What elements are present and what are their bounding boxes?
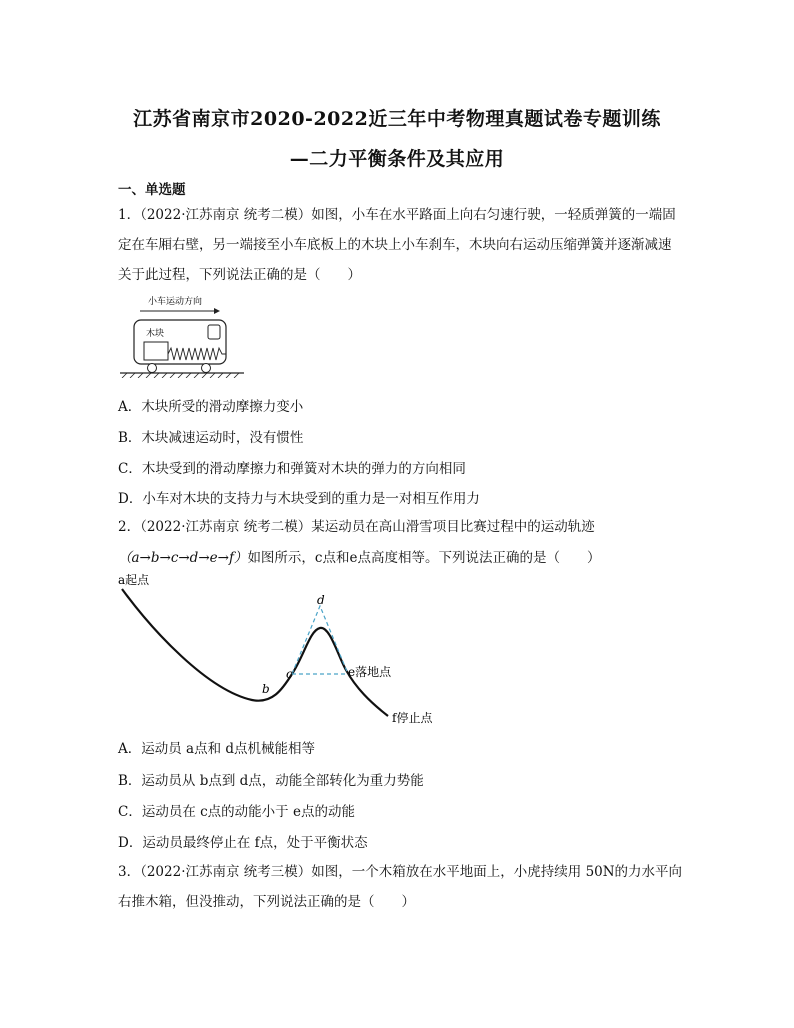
label-c: c bbox=[286, 667, 293, 681]
d-point-dashed-lines bbox=[292, 606, 348, 674]
ground-hatching bbox=[122, 373, 239, 378]
q2-stem-line-1: 2．（2022·江苏南京 统考二模）某运动员在高山滑雪项目比赛过程中的运动轨迹 bbox=[118, 519, 595, 535]
label-b: b bbox=[262, 682, 270, 696]
cart-wheel-left bbox=[148, 364, 157, 373]
q1-stem-line-1: 1．（2022·江苏南京 统考二模）如图，小车在水平路面上向右匀速行驶，一轻质弹簧的一端固 bbox=[118, 207, 676, 223]
direction-label: 小车运动方向 bbox=[148, 297, 203, 307]
q1-stem-line-3: 关于此过程，下列说法正确的是（ ） bbox=[118, 267, 361, 283]
q2-option-d[interactable]: D．运动员最终停止在 f点，处于平衡状态 bbox=[118, 835, 368, 851]
trajectory-curve bbox=[122, 589, 388, 716]
q3-stem-line-2: 右推木箱，但没推动，下列说法正确的是（ ） bbox=[118, 894, 415, 910]
cart-window bbox=[208, 325, 220, 339]
q1-option-c[interactable]: C．木块受到的滑动摩擦力和弹簧对木块的弹力的方向相同 bbox=[118, 461, 466, 477]
q2-figure-ski-trajectory bbox=[112, 570, 462, 730]
q1-option-b[interactable]: B．木块减速运动时，没有惯性 bbox=[118, 430, 304, 446]
q1-option-a[interactable]: A．木块所受的滑动摩擦力变小 bbox=[118, 399, 304, 415]
spring bbox=[168, 348, 226, 360]
q1-figure-cart bbox=[116, 292, 246, 378]
q1-stem-line-2: 定在车厢右壁，另一端接至小车底板上的木块上小车刹车，木块向右运动压缩弹簧并逐渐减速 bbox=[118, 237, 672, 253]
q3-stem-line-1: 3．（2022·江苏南京 统考三模）如图，一个木箱放在水平地面上，小虎持续用 50N的力水平向 bbox=[118, 864, 683, 880]
label-e: e落地点 bbox=[348, 665, 392, 679]
wooden-block bbox=[144, 342, 168, 360]
direction-arrowhead bbox=[214, 308, 220, 314]
q2-stem-line-2 bbox=[118, 546, 601, 566]
label-f: f停止点 bbox=[392, 711, 433, 725]
q2-option-c[interactable]: C．运动员在 c点的动能小于 e点的动能 bbox=[118, 804, 355, 820]
q2-trajectory-path: （a→b→c→d→e→f） bbox=[118, 550, 248, 566]
block-label: 木块 bbox=[146, 329, 165, 339]
document-title-line-2: —二力平衡条件及其应用 bbox=[289, 148, 505, 170]
section-heading: 一、单选题 bbox=[118, 182, 186, 198]
label-a: a起点 bbox=[118, 573, 150, 587]
q2-option-a[interactable]: A．运动员 a点和 d点机械能相等 bbox=[118, 741, 316, 757]
cart-wheel-right bbox=[202, 364, 211, 373]
q2-stem-line-2-text: 如图所示，c点和e点高度相等。下列说法正确的是（ ） bbox=[247, 550, 601, 566]
label-d: d bbox=[317, 593, 325, 607]
q2-option-b[interactable]: B．运动员从 b点到 d点，动能全部转化为重力势能 bbox=[118, 773, 424, 789]
document-title-line-1: 江苏省南京市2020-2022近三年中考物理真题试卷专题训练 bbox=[133, 108, 661, 130]
q1-option-d[interactable]: D．小车对木块的支持力与木块受到的重力是一对相互作用力 bbox=[118, 491, 480, 507]
